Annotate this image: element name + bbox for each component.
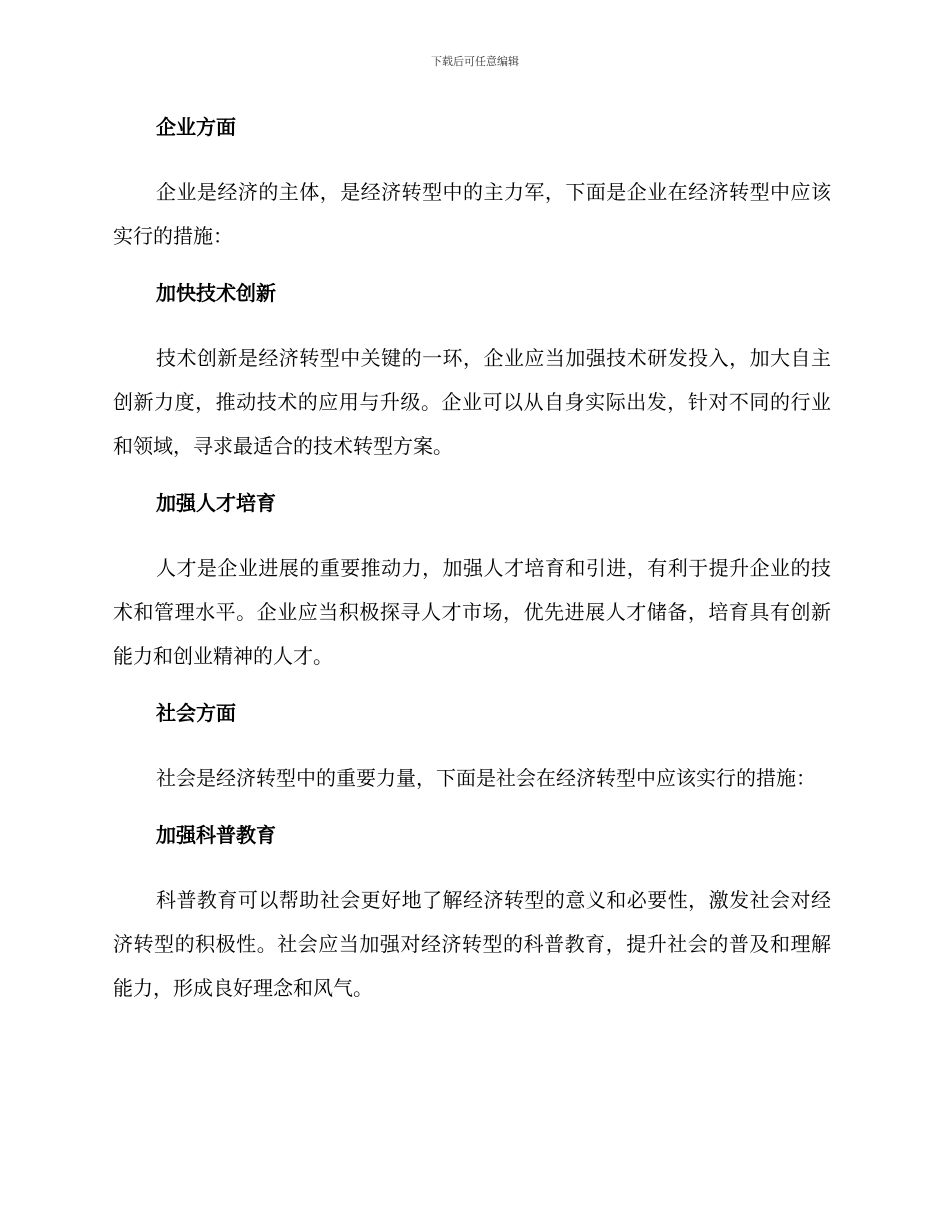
section-paragraph-talent: 人才是企业进展的重要推动力，加强人才培育和引进，有利于提升企业的技术和管理水平。企业应当积极探寻人才市场，优先进展人才储备，培育具有创新能力和创业精神的人才。 [113, 556, 831, 668]
section-heading-tech-innovation: 加快技术创新 [156, 281, 276, 305]
section-heading-enterprise: 企业方面 [156, 115, 236, 139]
section-paragraph-science-education: 科普教育可以帮助社会更好地了解经济转型的意义和必要性，激发社会对经济转型的积极性。社会应当加强对经济转型的科普教育，提升社会的普及和理解能力，形成良好理念和风气。 [113, 888, 831, 1000]
section-paragraph-society: 社会是经济转型中的重要力量，下面是社会在经济转型中应该实行的措施： [156, 766, 816, 790]
section-heading-society: 社会方面 [156, 701, 236, 725]
section-heading-science-education: 加强科普教育 [156, 823, 276, 847]
section-paragraph-tech-innovation: 技术创新是经济转型中关键的一环，企业应当加强技术研发投入，加大自主创新力度，推动技术的应用与升级。企业可以从自身实际出发，针对不同的行业和领域，寻求最适合的技术转型方案。 [113, 346, 831, 458]
section-heading-talent: 加强人才培育 [156, 491, 276, 515]
section-paragraph-enterprise: 企业是经济的主体，是经济转型中的主力军，下面是企业在经济转型中应该实行的措施： [113, 180, 831, 248]
document-body [113, 112, 831, 1010]
page-header-note: 下载后可任意编辑 [431, 55, 519, 68]
